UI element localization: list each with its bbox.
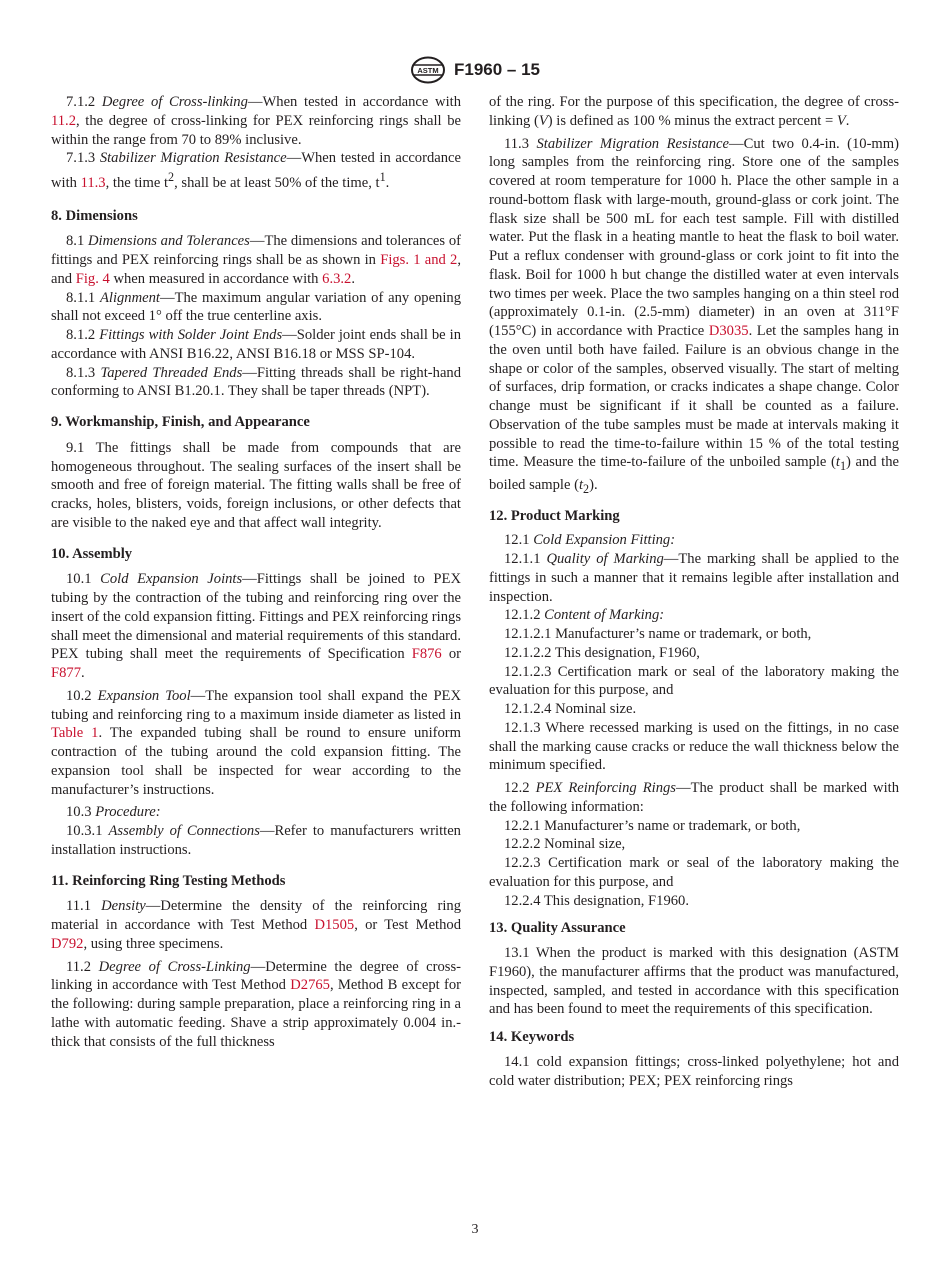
para-11-3: 11.3 Stabilizer Migration Resistance—Cut two 0.4-in. (10-mm) long samples from the reinforcing ring. Store one of the samples covered at room temperature for 1000 h. Place the other sample in a round-bottom flask with large-mouth, ground-glass or cork joint. The flask size shall be 500 mL for each test sample. Fill with distilled water. Put the flask in a heating mantle to heat the flask to boil water. Put a reflux condenser with ground-glass or cork joint to fit into the flask. Boil for 1000 h but change the distilled water at even intervals two times per week. Place the two samples hanging on a thin steel rod (approximately 0.1-in. (2.5-mm) diameter) in an oven at 311°F (155°C) in accordance with Practice D3035. Let the samples hang in the oven until both have failed. Failure is an obvious change in the shape or color of the samples, observed visually. The start of melting of surfaces, drip formation, or cracks indicates a shape change. Color change must be significant if it shall be counted as a failure. Observation of the tube samples must be made at intervals making it possible to read the time-to-failure within 15 % of the total testing time. Measure the time-to-failure of the unboiled sample $(t_1)$ and the boiled sample $(t_2)$. xyxy=(489,135,899,496)
link-11-3[interactable]: 11.3 xyxy=(80,174,106,191)
para-12-1-2-4: 12.1.2.4 Nominal size. xyxy=(504,701,637,718)
para-12-1: 12.1 Cold Expansion Fitting: xyxy=(504,532,676,549)
heading-quality-assurance: 13. Quality Assurance xyxy=(489,920,626,937)
para-8-1: 8.1 Dimensions and Tolerances—The dimensions and tolerances of fittings and PEX reinforcing rings shall be as shown in Figs. 1 and 2, and Fig. 4 when measured in accordance with 6.3.2. xyxy=(51,233,462,287)
link-d1505[interactable]: D1505 xyxy=(314,917,355,934)
para-8-1-1: 8.1.1 Alignment—The maximum angular variation of any opening shall not exceed 1° off the true centerline axis. xyxy=(51,289,461,325)
link-d2765[interactable]: D2765 xyxy=(290,977,330,994)
link-d3035[interactable]: D3035 xyxy=(708,323,749,339)
link-f877[interactable]: F877 xyxy=(51,665,82,682)
para-12-2-2: 12.2.2 Nominal size, xyxy=(504,836,626,853)
logo-text: ASTM xyxy=(417,66,439,75)
para-12-1-1: 12.1.1 Quality of Marking—The marking shall be applied to the fittings in such a manner that it remains legible after installation and inspection. xyxy=(489,551,900,605)
para-7-1-2: 7.1.2 Degree of Cross-linking—When tested in accordance with 11.2, the degree of cross-linking for PEX reinforcing rings shall be within the range from 70 to 89% inclusive. xyxy=(51,94,461,148)
link-fig-4[interactable]: Fig. 4 xyxy=(75,270,110,287)
para-8-1-2: 8.1.2 Fittings with Solder Joint Ends—Solder joint ends shall be in accordance with ANSI B16.22, ANSI B16.18 or MSS SP-104. xyxy=(51,327,461,362)
para-10-3-1: 10.3.1 Assembly of Connections—Refer to manufacturers written installation instructions. xyxy=(51,823,461,858)
left-column xyxy=(51,93,461,1051)
para-12-1-2-3: 12.1.2.3 Certification mark or seal of the laboratory making the evaluation for this purpose, and xyxy=(489,663,899,699)
heading-reinforcing-ring-testing: 11. Reinforcing Ring Testing Methods xyxy=(51,872,286,889)
heading-assembly: 10. Assembly xyxy=(51,545,133,562)
para-11-2: 11.2 Degree of Cross-Linking—Determine the degree of cross-linking in accordance with Test Method D2765, Method B except for the following: during sample preparation, place a reinforcing ring in a lathe with automatic feeding. Shave a strip approximately 0.004 in.-thick that consists of the full thickness xyxy=(51,958,461,1050)
heading-dimensions: 8. Dimensions xyxy=(51,207,138,224)
para-11-2-continued: of the ring. For the purpose of this specification, the degree of cross-linking (V) is defined as 100 % minus the extract percent = V. xyxy=(489,94,899,129)
para-12-2-1: 12.2.1 Manufacturer’s name or trademark, or both, xyxy=(504,817,801,834)
para-9-1: 9.1 The fittings shall be made from compounds that are homogeneous throughout. The sealing surfaces of the insert shall be smooth and free of foreign material. The fitting walls shall be free of cracks, holes, blisters, voids, foreign inclusions, or other defects that are visible to the naked eye and that affect wall integrity. xyxy=(51,439,461,531)
para-12-1-2-2: 12.1.2.2 This designation, F1960, xyxy=(504,644,700,661)
para-12-1-2-1: 12.1.2.1 Manufacturer’s name or trademark, or both, xyxy=(504,626,812,643)
document-id: F1960 – 15 xyxy=(453,60,540,79)
para-12-1-2: 12.1.2 Content of Marking: xyxy=(504,607,665,624)
para-10-3: 10.3 Procedure: xyxy=(66,804,161,821)
para-7-1-3: 7.1.3 Stabilizer Migration Resistance—When tested in accordance with 11.3, the time $t^2$, shall be at least 50% of the time, $t^1$. xyxy=(51,150,461,191)
heading-keywords: 14. Keywords xyxy=(489,1029,575,1046)
para-11-1: 11.1 Density—Determine the density of the reinforcing ring material in accordance with Test Method D1505, or Test Method D792, using three specimens. xyxy=(51,898,461,952)
para-12-2-4: 12.2.4 This designation, F1960. xyxy=(504,892,689,909)
astm-logo-icon xyxy=(410,56,446,84)
link-table-1[interactable]: Table 1 xyxy=(51,725,99,742)
para-10-1: 10.1 Cold Expansion Joints—Fittings shall be joined to PEX tubing by the contraction of the tubing and reinforcing ring over the insert of the cold expansion fitting. Fittings and PEX reinforcing rings shall meet the dimensional and material requirements of this standard. PEX tubing shall meet the requirements of Specification F876 or F877. xyxy=(51,571,461,682)
right-column xyxy=(489,93,899,1090)
link-f876[interactable]: F876 xyxy=(411,646,442,663)
page-header xyxy=(0,56,950,86)
heading-workmanship: 9. Workmanship, Finish, and Appearance xyxy=(51,414,310,431)
link-d792[interactable]: D792 xyxy=(51,935,84,952)
para-12-2-3: 12.2.3 Certification mark or seal of the laboratory making the evaluation for this purpose, and xyxy=(489,855,899,890)
para-8-1-3: 8.1.3 Tapered Threaded Ends—Fitting threads shall be right-hand conforming to ANSI B1.20.1. They shall be taper threads (NPT). xyxy=(51,364,462,400)
heading-product-marking: 12. Product Marking xyxy=(489,507,620,524)
para-10-2: 10.2 Expansion Tool—The expansion tool shall expand the PEX tubing and reinforcing ring to a maximum inside diameter as listed in Table 1. The expanded tubing shall be round to ensure uniform contraction of the tubing around the cold expansion fitting. The expansion tool shall be inspected for wear according to the manufacturer’s instructions. xyxy=(51,687,462,798)
link-figs-1-2[interactable]: Figs. 1 and 2 xyxy=(380,252,458,269)
para-14-1: 14.1 cold expansion fittings; cross-linked polyethylene; hot and cold water distribution; PEX; PEX reinforcing rings xyxy=(489,1053,899,1089)
para-12-2: 12.2 PEX Reinforcing Rings—The product shall be marked with the following information: xyxy=(489,780,899,815)
para-13-1: 13.1 When the product is marked with this designation (ASTM F1960), the manufacturer affirms that the product was manufactured, inspected, sampled, and tested in accordance with this specification and has been found to meet the requirements of this specification. xyxy=(489,945,899,1018)
para-12-1-3: 12.1.3 Where recessed marking is used on the fittings, in no case shall the marking cause cracks or reduce the wall thickness below the minimum specified. xyxy=(489,719,899,774)
link-6-3-2[interactable]: 6.3.2 xyxy=(322,270,352,287)
page-number: 3 xyxy=(471,1222,479,1237)
link-11-2[interactable]: 11.2 xyxy=(51,112,76,129)
